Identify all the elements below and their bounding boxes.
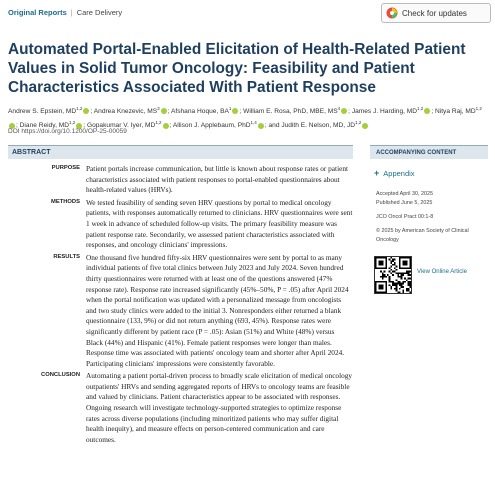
author-affiliation: 1,4 — [250, 120, 257, 126]
abstract-methods — [8, 198, 353, 251]
abstract-label: METHODS — [51, 198, 80, 205]
orcid-icon[interactable] — [341, 108, 347, 114]
author-name[interactable]: Gopakumar V. Iyer, MD — [86, 122, 156, 130]
abstract-heading: ABSTRACT — [8, 145, 353, 159]
orcid-icon[interactable] — [232, 108, 238, 114]
author-affiliation: 1 — [228, 106, 232, 111]
abstract-results — [8, 253, 353, 370]
article-header — [8, 4, 122, 20]
orcid-icon[interactable] — [258, 123, 264, 129]
author-affiliation: 3 — [157, 106, 160, 111]
orcid-icon[interactable] — [424, 108, 430, 114]
appendix-label: Appendix — [383, 168, 415, 178]
author-affiliation: 1,2 — [155, 120, 162, 126]
orcid-icon[interactable] — [362, 123, 368, 129]
author-name[interactable]: Afshana Hoque, BA — [170, 108, 229, 116]
appendix-link[interactable] — [374, 168, 415, 178]
author-name[interactable]: Andrew S. Epstein, MD — [8, 108, 77, 116]
orcid-icon[interactable] — [83, 108, 89, 114]
abstract-purpose — [8, 164, 353, 196]
qr-code-icon[interactable] — [374, 256, 412, 294]
author-affiliation: 1,2 — [69, 120, 76, 126]
orcid-icon[interactable] — [163, 123, 169, 129]
author-name[interactable]: James J. Harding, MD — [351, 108, 418, 116]
author-affiliation: 1,2 — [76, 106, 83, 111]
abstract-text: We tested feasibility of sending seven HRV questions by portal to medical oncology patients, with responses automatically returned to clinicians. HRV questionnaires were sent 1 week in advance of scheduled follow-up visits. The primary feasibility measure was patient response rate. Secondarily, we assessed patient characteristics associated with responses, and oncology clinicians' impressions. — [86, 197, 353, 250]
author-name[interactable]: Andrea Knezevic, MS — [93, 108, 158, 116]
abstract-body — [8, 164, 353, 447]
author-list: Andrew S. Epstein, MD$^{1,2}$ ; Andrea Knezevic, $MS^3$ ; Afshana Hoque, $BA^1$ ; William E. Rosa, PhD, MBE, $MS^4$ ; James J. Harding, MD$^{1,2}$ ; Nitya Raj, MD$^{1,2}$; Diane Reidy, MD$^{1,2}$ ; Gopakumar V. Iyer, MD$^{1,2}$ ; Allison J. Applebaum, PhD$^{1,4}$ ; and Judith E. Nelson, MD, JD$^{1,2}$ — [8, 106, 482, 130]
abstract-conclusion — [8, 371, 353, 445]
author-name[interactable]: and Judith E. Nelson, MD, JD — [268, 122, 355, 130]
published-date: Published June 5, 2025 — [376, 200, 433, 206]
abstract-label: RESULTS — [53, 253, 80, 260]
author-name[interactable]: Nitya Raj, MD — [434, 108, 476, 116]
check-for-updates-label: Check for updates — [402, 8, 467, 18]
view-online-article-link[interactable]: View Online Article — [417, 269, 467, 275]
author-name[interactable]: William E. Rosa, PhD, MBE, MS — [243, 108, 338, 116]
article-title: Automated Portal-Enabled Elicitation of Health-Related Patient Values in Solid Tumor Oncology: Feasibility and Patient Characteristics Associated With Patient Response — [8, 41, 466, 96]
doi-link[interactable]: DOI https://doi.org/10.1200/OP-25-00059 — [8, 128, 127, 135]
plus-icon: + — [374, 168, 380, 178]
copyright: © 2025 by American Society of Clinical Oncology — [376, 228, 469, 243]
author-affiliation: 1,2 — [475, 106, 482, 111]
author-name[interactable]: Allison J. Applebaum, PhD — [172, 122, 251, 130]
abstract-text: One thousand five hundred fifty-six HRV questionnaires were sent by portal to as many individual patients of five total clinics between July 2023 and July 2024. Seven hundred thirty questionnaires were returned with at least one of the questions answered (47% response rate). Response rate increased significantly (45%–50%, P = .05) after April 2024 when the portal notification was updated with a personalized message from oncologists and two study clinics were added to the initial 3. Nonresponders either returned a blank questionnaire (133, 9%) or did not return anything (693, 45%). Response rates were significantly different by patient race (P = .05): Asian (51%) and White (48%) versus Black (44%) and Hispanic (41%). Female patient responses were longer than males. Response time was associated with patients' oncology team and shorter after April 2024. Participating clinicians' impressions were consistently favorable. — [86, 252, 349, 368]
section-label[interactable]: Original Reports — [8, 7, 67, 17]
abstract-text: Patient portals increase communication, but little is known about response rates or patient characteristics associated with patient responses to portal-enabled questionnaires about health-related values (HRVs). — [86, 164, 349, 195]
accompanying-content-heading: ACCOMPANYING CONTENT — [370, 145, 488, 159]
crossmark-icon — [386, 7, 398, 19]
author-affiliation: 4 — [337, 106, 341, 111]
abstract-label: PURPOSE — [51, 165, 80, 171]
orcid-icon[interactable] — [161, 108, 167, 114]
article-meta — [376, 190, 488, 245]
author-name[interactable]: Diane Reidy, MD — [19, 122, 70, 130]
header-separator: | — [70, 7, 73, 17]
abstract-text: Automating a patient portal-driven process to broadly scale elicitation of medical oncology outpatients' HRVs and sending aggregated reports of HRVs to oncology teams are feasible and valued by clinicians. Patient characteristics appear to be associated with responses. Ongoing research will investigate technology-supported strategies to optimize response rates across diverse populations (including minoritized patients who may suffer digital health inequity), and measure effects on person-centered communication and care outcomes. — [86, 371, 353, 444]
check-for-updates-button[interactable] — [381, 3, 491, 23]
abstract-label: CONCLUSION — [41, 372, 80, 379]
accepted-date: Accepted April 30, 2025 — [376, 191, 433, 197]
journal-citation: JCO Oncol Pract 00:1-8 — [376, 214, 434, 220]
subsection-label: Care Delivery — [76, 7, 123, 17]
author-affiliation: 1,2 — [354, 120, 362, 126]
author-affiliation: 1,2 — [417, 106, 424, 111]
